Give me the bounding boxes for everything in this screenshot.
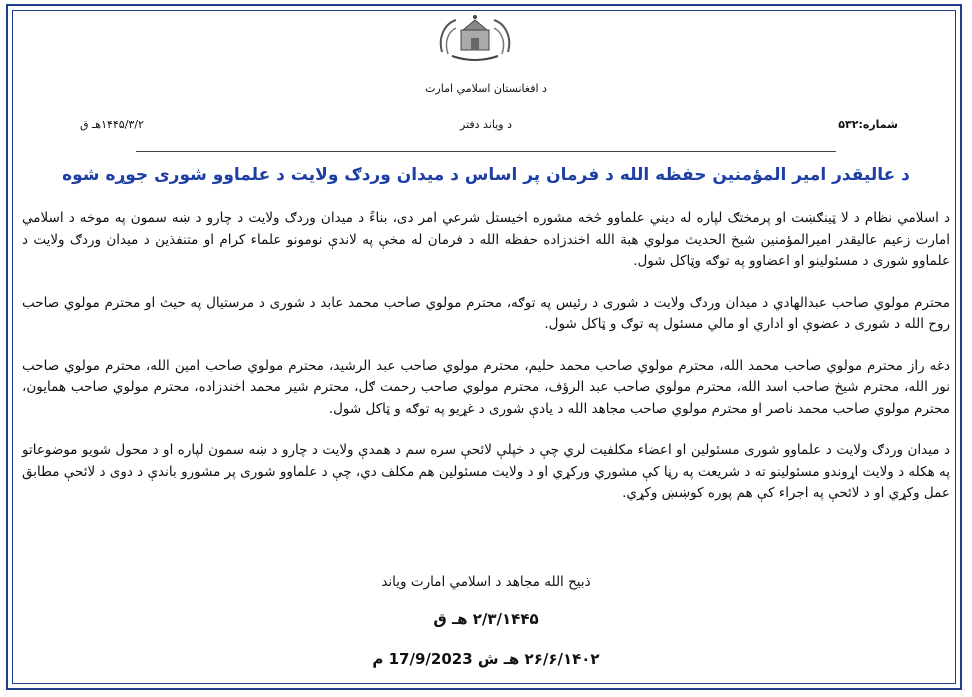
- document-body: [22, 208, 950, 525]
- organization-name: د افغانستان اسلامي امارت: [425, 82, 547, 95]
- date-hijri: ۲/۳/۱۴۴۵ هـ ق: [433, 610, 539, 628]
- office-name: د ویاند دفتر: [460, 118, 512, 131]
- document-title: د عالیقدر امیر المؤمنین حفظه الله د فرمان پر اساس د میدان وردګ ولایت د علماوو شورى جوړه شوه: [62, 165, 910, 185]
- document-number: شماره:۵۳۲: [838, 118, 898, 131]
- signature-line: ذبیح الله مجاهد د اسلامي امارت ویاند: [381, 574, 591, 590]
- paragraph: د میدان وردګ ولایت د علماوو شورى مسئولین او اعضاء مکلفیت لري چې د خپلې لائحې سره سم د همدې ولایت د چارو د ښه سمون لپاره او د محول شویو موضوعاتو په هکله د ولایت اړوندو مسئولینو ته د شریعت په رڼا کې مشوري ورکړي او د ولایت مسئولین هم مکلف دي، چې د علماوو شورى پر مشورو باندې د دوی د لائحې مطابق عمل وکړي او د لائحې په اجراء کې هم پوره کوښښ وکړي.: [22, 442, 950, 501]
- paragraph: د اسلامي نظام د لا ټینګښت او پرمختګ لپاره له دیني علماوو څخه مشوره اخیستل شرعي امر دی، بناءً د میدان وردګ ولایت د چارو د ښه سمون په موخه د اسلامي امارت زعیم عالیقدر امیرالمؤمنین شیخ الحدیث مولوي هبة الله اخندزاده حفظه الله د فرمان له مخې په لاندې نومونو علماء کرام او متنفذین د میدان وردګ ولایت د علماوو شورى د مسئولینو او اعضاوو په توګه وټاکل شول.: [22, 210, 950, 269]
- header-divider: [136, 151, 836, 152]
- paragraph: محترم مولوي صاحب عبدالهادي د میدان وردګ ولایت د شورى د رئیس په توګه، محترم مولوي صاحب محمد عابد د شورى د مرستیال په حیث او محترم مولوي صاحب روح الله د شورى د عضوې او اداري او مالي مسئول په توګ و ټاکل شول.: [22, 294, 950, 332]
- date-solar: ۲۶/۶/۱۴۰۲ هـ ش 17/9/2023 م: [372, 650, 600, 668]
- header-date: ۱۴۴۵/۳/۲هـ ق: [80, 118, 144, 131]
- paragraph: دغه راز محترم مولوي صاحب محمد الله، محترم مولوي صاحب محمد حلیم، محترم مولوي صاحب عبد الرشید، محترم مولوي صاحب امین الله، محترم مولوي صاحب نور الله، محترم شیخ صاحب اسد الله، محترم مولوي صاحب عبد الرؤف، محترم مولوي صاحب رحمت ګل، محترم شیر محمد اخندزاده، محترم مولوي صاحب همایون، محترم مولوي صاحب محمد ناصر او محترم مولوي صاحب مجاهد الله د یادې شورى د غړیو په توګه و ټاکل شول.: [22, 357, 950, 417]
- emblem-icon: [434, 12, 516, 66]
